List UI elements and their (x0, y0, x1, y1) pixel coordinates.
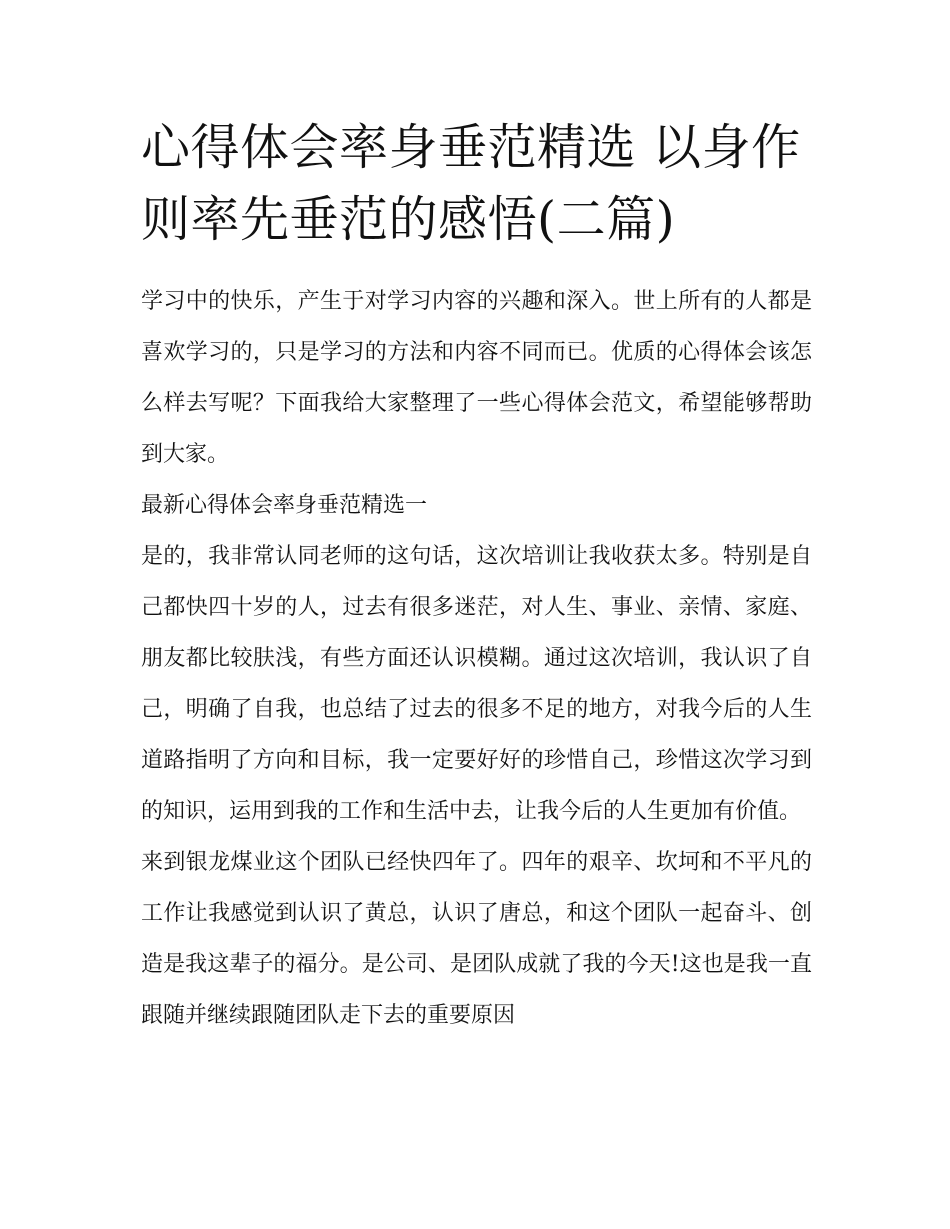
document-title: 心得体会率身垂范精选 以身作则率先垂范的感悟(二篇) (141, 119, 801, 248)
body-paragraph-2: 来到银龙煤业这个团队已经快四年了。四年的艰辛、坎坷和不平凡的工作让我感觉到认识了黄总，认识了唐总，和这个团队一起奋斗、创造是我这辈子的福分。是公司、是团队成就了我的今天!这也是我一直跟随并继续跟随团队走下去的重要原因 (141, 850, 812, 1028)
body-paragraph-1: 是的，我非常认同老师的这句话，这次培训让我收获太多。特别是自己都快四十岁的人，过去有很多迷茫，对人生、事业、亲情、家庭、朋友都比较肤浅，有些方面还认识模糊。通过这次培训，我认识了自己，明确了自我，也总结了过去的很多不足的地方，对我今后的人生道路指明了方向和目标，我一定要好好的珍惜自己，珍惜这次学习到的知识，运用到我的工作和生活中去，让我今后的人生更加有价值。 (141, 544, 812, 824)
section-heading: 最新心得体会率身垂范精选一 (141, 493, 428, 518)
intro-paragraph: 学习中的快乐，产生于对学习内容的兴趣和深入。世上所有的人都是喜欢学习的，只是学习的方法和内容不同而已。优质的心得体会该怎么样去写呢？下面我给大家整理了一些心得体会范文，希望能够帮助到大家。 (141, 289, 812, 467)
